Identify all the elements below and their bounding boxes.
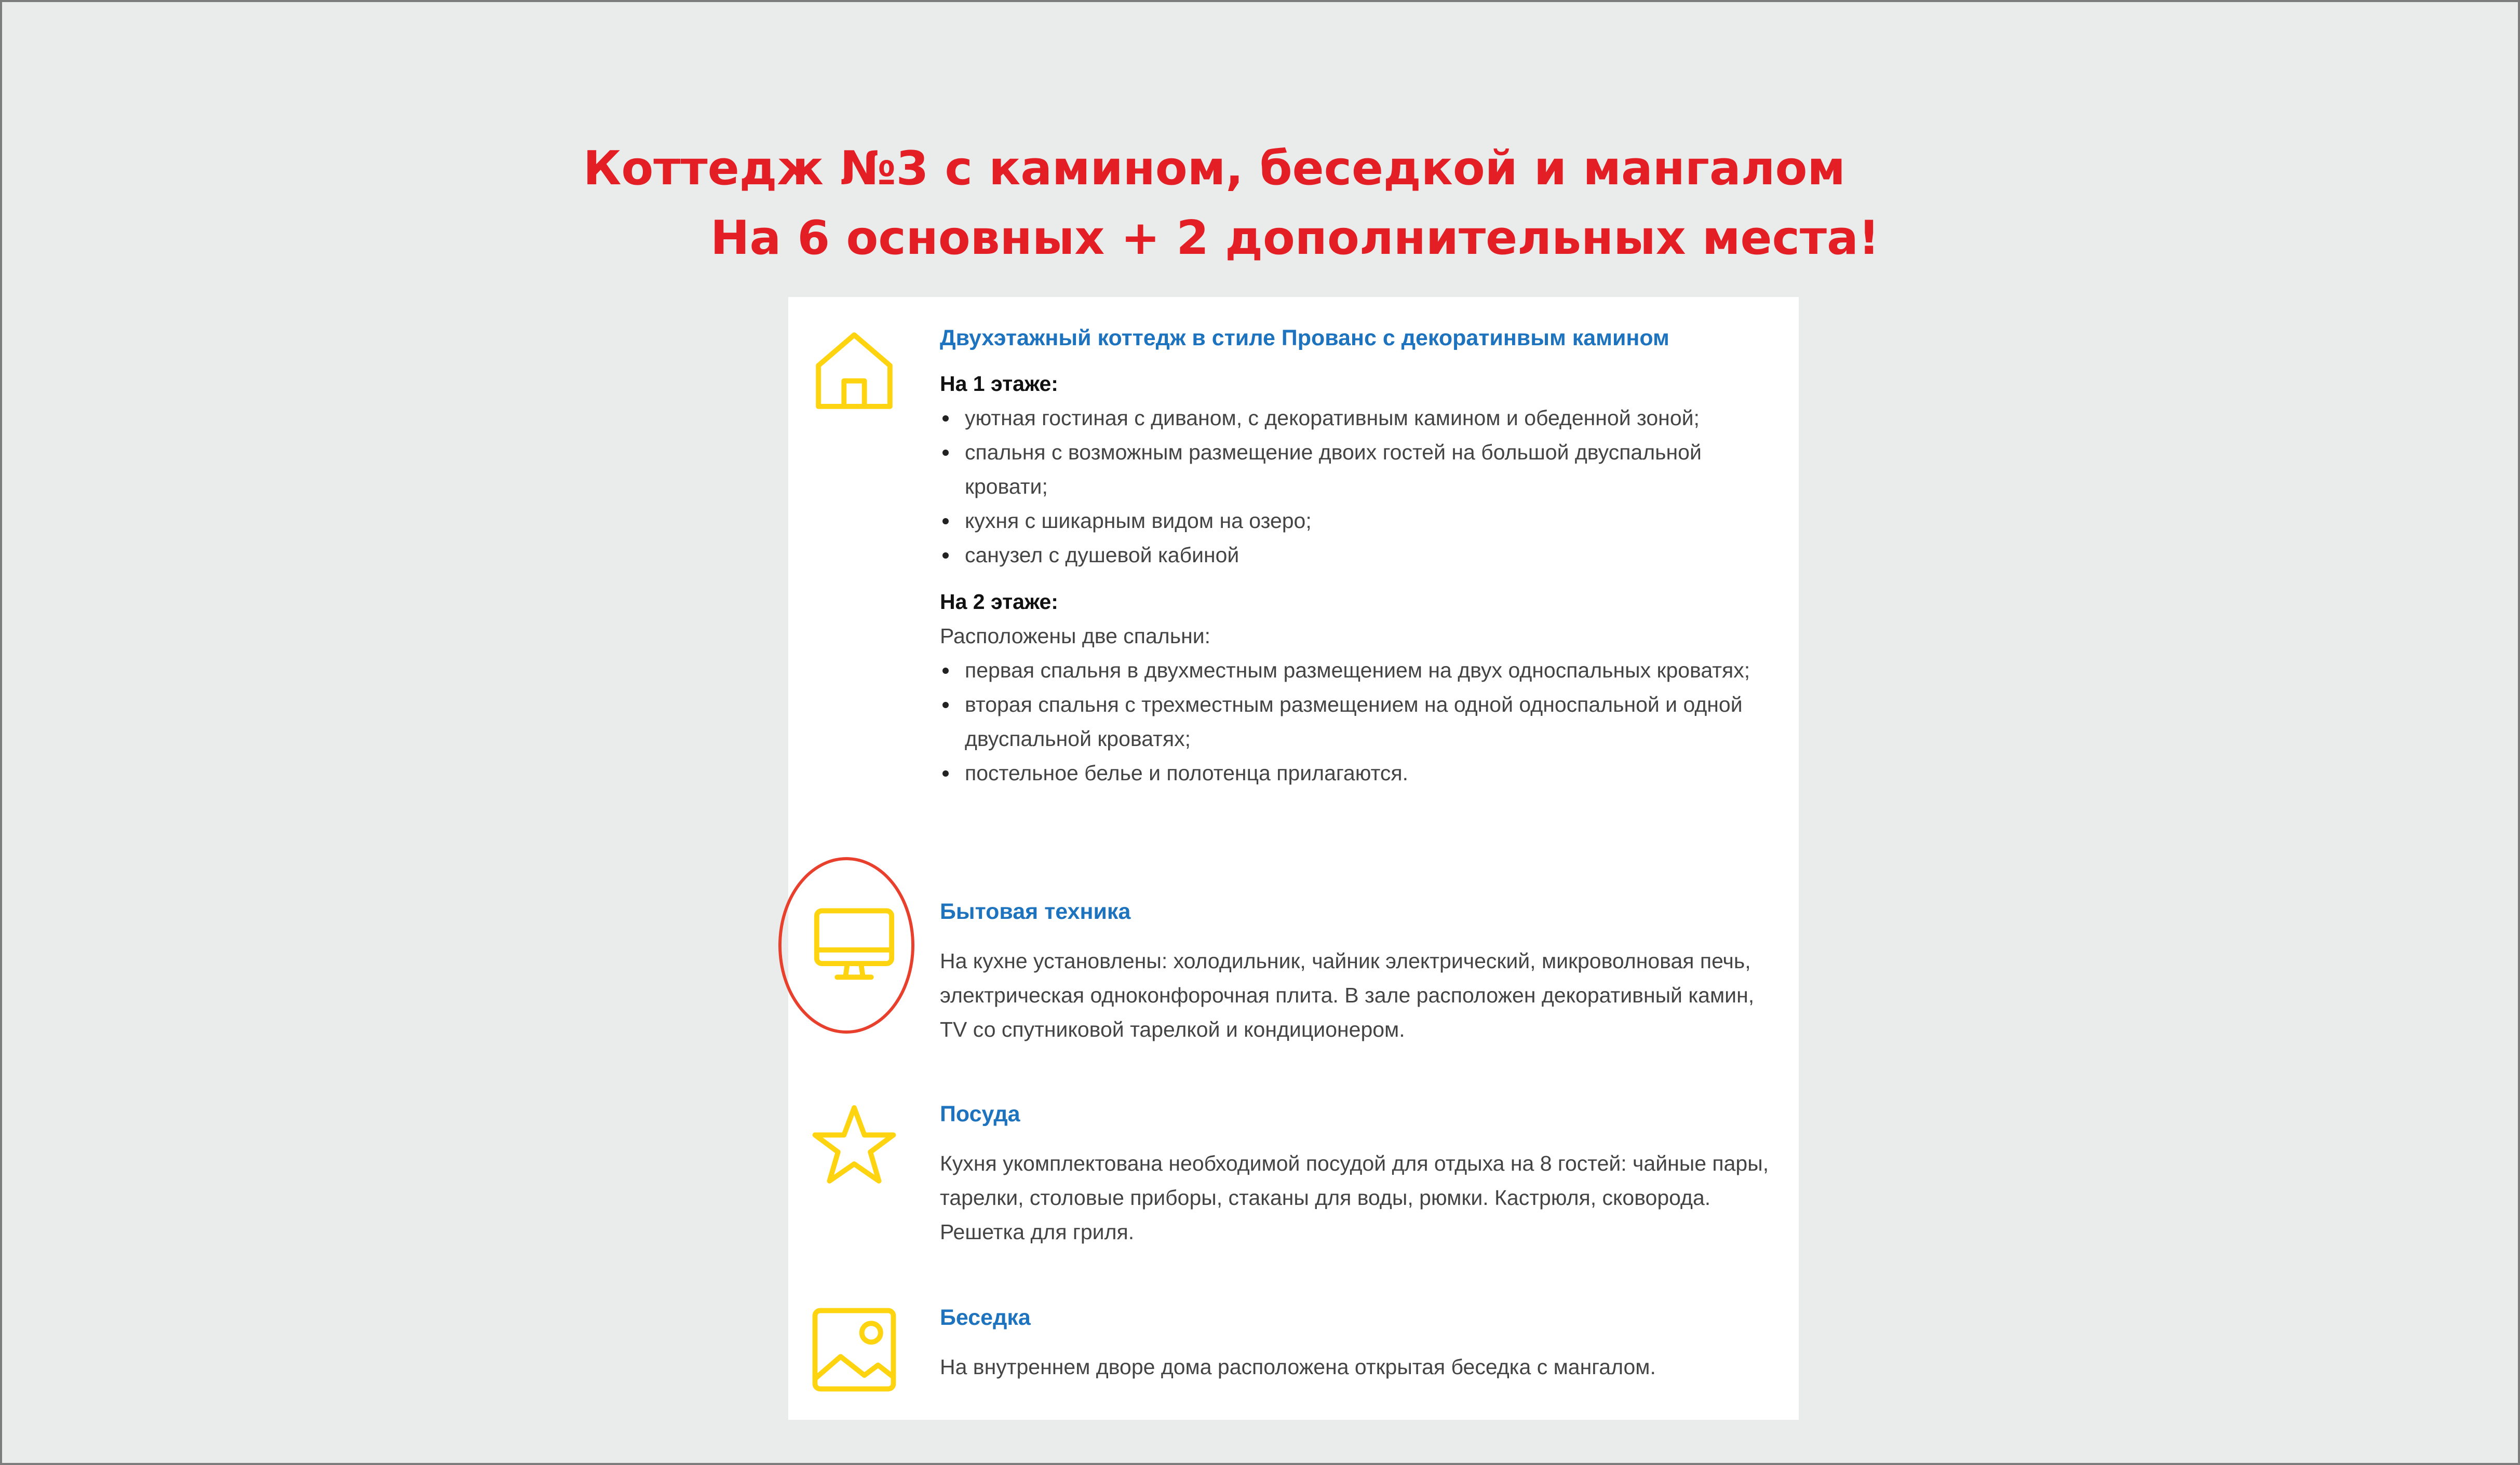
section-gazebo-title: Беседка bbox=[940, 1305, 1031, 1330]
list-item: постельное белье и полотенца прилагаются. bbox=[940, 756, 1771, 790]
monitor-icon bbox=[812, 902, 897, 987]
house-icon bbox=[812, 328, 897, 413]
section-dishes bbox=[940, 1103, 1771, 1249]
content-card bbox=[788, 297, 1799, 1420]
section-gazebo bbox=[940, 1307, 1771, 1384]
headline-line-2: На 6 основных + 2 дополнительных места! bbox=[710, 211, 1880, 265]
floor2-intro: Расположены две спальни: bbox=[940, 624, 1211, 648]
floor1-label: На 1 этаже: bbox=[940, 372, 1058, 396]
floor2-list bbox=[940, 653, 1771, 790]
floor1-list bbox=[940, 401, 1771, 572]
section-appliances-text: На кухне установлены: холодильник, чайник электрический, микроволновая печь, электрическая одноконфорочная плита. В зале расположен декоративный камин, TV со спутниковой тарелкой и кондиционером. bbox=[940, 949, 1755, 1041]
section-house-title: Двухэтажный коттедж в стиле Прованс с декоратинвым камином bbox=[940, 325, 1669, 350]
section-gazebo-text: На внутреннем дворе дома расположена открытая беседка с мангалом. bbox=[940, 1355, 1656, 1379]
section-house bbox=[940, 327, 1771, 790]
list-item: первая спальня в двухместным размещением на двух односпальных кроватях; bbox=[940, 653, 1771, 687]
list-item: вторая спальня с трехместным размещением на одной односпальной и одной двуспальной кроватях; bbox=[940, 687, 1771, 756]
star-icon bbox=[812, 1103, 897, 1188]
section-dishes-text: Кухня укомплектована необходимой посудой для отдыха на 8 гостей: чайные пары, тарелки, столовые приборы, стаканы для воды, рюмки. Кастрюля, сковорода. Решетка для гриля. bbox=[940, 1151, 1769, 1244]
list-item: спальня с возможным размещение двоих гостей на большой двуспальной кровати; bbox=[940, 435, 1771, 504]
list-item: санузел с душевой кабиной bbox=[940, 538, 1771, 572]
section-appliances-title: Бытовая техника bbox=[940, 899, 1131, 924]
section-dishes-title: Посуда bbox=[940, 1102, 1020, 1127]
list-item: уютная гостиная с диваном, с декоративным камином и обеденной зоной; bbox=[940, 401, 1771, 435]
headline-line-1: Коттедж №3 с камином, беседкой и мангалом bbox=[583, 141, 1845, 196]
list-item: кухня с шикарным видом на озеро; bbox=[940, 504, 1771, 538]
floor2-label: На 2 этаже: bbox=[940, 590, 1058, 614]
image-icon bbox=[812, 1307, 897, 1392]
section-appliances bbox=[940, 901, 1771, 1047]
